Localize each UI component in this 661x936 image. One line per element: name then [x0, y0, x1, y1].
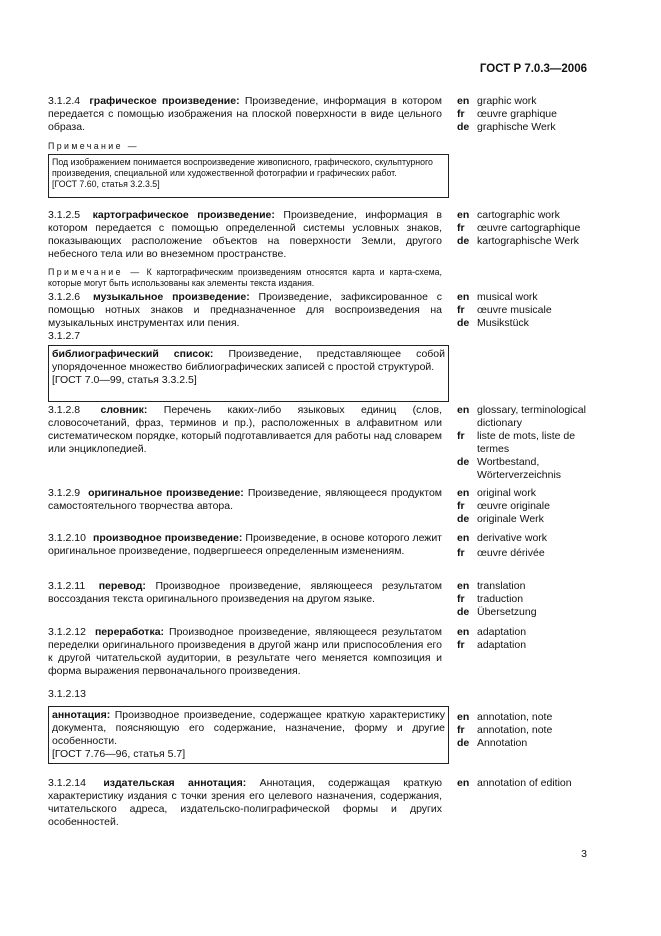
note-box [48, 154, 449, 198]
entry-term: переработка: [94, 626, 165, 638]
lang-code: fr [457, 222, 465, 234]
entry-text [48, 95, 442, 134]
translation-row [457, 639, 587, 652]
lang-code: en [457, 711, 470, 723]
lang-code: de [457, 235, 470, 247]
lang-term: derivative work [477, 532, 548, 544]
entry-term: графическое произведение: [89, 95, 240, 107]
entry-definition: Произведение, в основе которого лежит оригинальное произведение, подвергшееся определенным изменениям. [48, 532, 442, 557]
lang-term: Musikstück [477, 317, 529, 329]
lang-code: en [457, 404, 470, 416]
lang-term: adaptation [477, 626, 527, 638]
lang-code: fr [457, 547, 465, 559]
translation-row [457, 626, 587, 639]
lang-code: de [457, 737, 470, 749]
lang-code: fr [457, 108, 465, 120]
note [48, 267, 442, 289]
translation-row [457, 777, 587, 790]
entry-definition: Производное произведение, являющееся результатом воссоздания текста оригинального произведения на другом языке. [48, 580, 443, 605]
lang-term: cartographic work [477, 209, 560, 221]
entry-definition: Произведение, информация в котором передается с помощью определенной системы условных знаков, показывающих расположение объектов на поверхности Земли, другого небесного тела или во внеземном пространстве. [48, 209, 443, 260]
translations [457, 291, 587, 330]
translation-row [457, 487, 587, 500]
translations [457, 626, 587, 652]
entry-text [48, 580, 442, 606]
lang-code: de [457, 121, 470, 133]
translation-row [457, 737, 587, 750]
lang-code: en [457, 209, 470, 221]
entry-number: 3.1.2.8 [48, 404, 81, 416]
lang-code: de [457, 513, 470, 525]
translation-row [457, 235, 587, 248]
lang-code: en [457, 580, 470, 592]
translation-row [457, 222, 587, 235]
translation-row [457, 593, 587, 606]
note-box-text: Под изображением понимается воспроизведение живописного, графического, скульптурного произведения, специальной или художественной фотографии и графических работ. [52, 157, 433, 178]
lang-term: œuvre dérivée [477, 547, 545, 559]
lang-term: traduction [477, 593, 524, 605]
entry-number: 3.1.2.7 [48, 330, 81, 342]
lang-term: Wortbestand, Wörterverzeichnis [477, 456, 562, 481]
translation-row [457, 606, 587, 619]
lang-code: fr [457, 593, 465, 605]
entry-number: 3.1.2.12 [48, 626, 86, 638]
entry-term: издательская аннотация: [103, 777, 247, 789]
entry-graphic-work [48, 95, 585, 215]
entry-text [48, 291, 442, 330]
term-box [48, 706, 449, 764]
lang-term: œuvre cartographique [477, 222, 581, 234]
note-box-ref: [ГОСТ 7.60, статья 3.2.3.5] [52, 179, 160, 189]
translation-row [457, 404, 587, 430]
translations [457, 95, 587, 134]
translation-row [457, 209, 587, 222]
page-header: ГОСТ Р 7.0.3—2006 [479, 63, 587, 75]
translation-row [457, 430, 587, 456]
lang-term: œuvre musicale [477, 304, 552, 316]
entry-original-work [48, 487, 585, 529]
translation-row [457, 532, 587, 545]
entry-glossary [48, 404, 585, 484]
entry-definition: Перечень каких-либо языковых единиц (слов, словосочетаний, фраз, терминов и пр.), расположенных в алфавитном или систематическом порядке, который подготавливается для работы над словарем или энциклопедией. [48, 404, 443, 455]
lang-code: en [457, 532, 470, 544]
entry-musical-work [48, 291, 585, 333]
lang-code: fr [457, 304, 465, 316]
entry-term: словник: [100, 404, 148, 416]
lang-term: annotation, note [477, 711, 553, 723]
lang-code: de [457, 606, 470, 618]
entry-text [48, 487, 442, 513]
lang-term: originale Werk [477, 513, 544, 525]
entry-number: 3.1.2.13 [48, 688, 86, 700]
entry-bibliographic-list [48, 330, 585, 402]
translation-row [457, 547, 587, 560]
entry-cartographic-work [48, 209, 585, 289]
entry-definition: Производное произведение, содержащее краткую характеристику документа, поясняющую его содержание, назначение, форму и другие особенности. [52, 709, 445, 747]
translation-row [457, 724, 587, 737]
entry-text [48, 626, 442, 678]
entry-number: 3.1.2.10 [48, 532, 86, 544]
entry-term: картографическое произведение: [92, 209, 275, 221]
entry-annotation [48, 688, 585, 770]
lang-code: fr [457, 430, 465, 442]
translation-row [457, 304, 587, 317]
entry-definition: Произведение, информация в котором передается с помощью изображения на плоской поверхности в виде цельного образа. [48, 95, 442, 133]
lang-code: en [457, 487, 470, 499]
lang-code: en [457, 291, 470, 303]
lang-code: en [457, 626, 470, 638]
entry-number: 3.1.2.6 [48, 291, 81, 303]
lang-term: kartographische Werk [477, 235, 579, 247]
translation-row [457, 108, 587, 121]
page-number: 3 [581, 848, 587, 860]
translation-row [457, 456, 587, 482]
entry-text [48, 532, 442, 558]
term-box [48, 345, 449, 402]
lang-term: œuvre graphique [477, 108, 557, 120]
entry-text [48, 209, 442, 261]
lang-code: de [457, 317, 470, 329]
lang-term: Annotation [477, 737, 528, 749]
lang-code: de [457, 456, 470, 468]
translation-row [457, 95, 587, 108]
lang-term: liste de mots, liste de termes [477, 430, 576, 455]
lang-term: musical work [477, 291, 538, 303]
entry-adaptation [48, 626, 585, 682]
entry-number: 3.1.2.14 [48, 777, 86, 789]
lang-code: en [457, 777, 470, 789]
translations [457, 404, 587, 482]
entry-definition: Произведение, представляющее собой упорядоченное множество библиографических записей с простой структурой. [52, 348, 445, 373]
entry-derivative-work [48, 532, 585, 574]
lang-code: fr [457, 500, 465, 512]
translation-row [457, 513, 587, 526]
entry-text [48, 404, 442, 456]
entry-ref: [ГОСТ 7.76—96, статья 5.7] [52, 748, 186, 760]
entry-definition: Аннотация, содержащая краткую характеристику издания с точки зрения его целевого назначения, содержания, читательского адреса, издательско-полиграфической формы и других особенностей. [48, 777, 442, 828]
entry-term: производное произведение: [92, 532, 243, 544]
translations [457, 487, 587, 526]
note-label: Примечание — [48, 141, 139, 151]
translations [457, 532, 587, 560]
lang-term: Übersetzung [477, 606, 537, 618]
translation-row [457, 317, 587, 330]
lang-term: glossary, terminological dictionary [477, 404, 586, 429]
note-text: К картографическим произведениям относятся карта и карта-схема, которые могут быть использованы как элементы текста издания. [48, 267, 442, 288]
lang-term: original work [477, 487, 536, 499]
entry-ref: [ГОСТ 7.0—99, статья 3.3.2.5] [52, 374, 197, 386]
entry-term: библиографический список: [52, 348, 214, 360]
translation-row [457, 580, 587, 593]
entry-term: перевод: [98, 580, 146, 592]
translation-row [457, 500, 587, 513]
entry-number: 3.1.2.9 [48, 487, 81, 499]
lang-term: adaptation [477, 639, 527, 651]
lang-code: en [457, 95, 470, 107]
lang-term: graphic work [477, 95, 537, 107]
translation-row [457, 121, 587, 134]
entry-term: оригинальное произведение: [88, 487, 244, 499]
lang-code: fr [457, 724, 465, 736]
entry-annotation-of-edition [48, 777, 585, 837]
translations [457, 209, 587, 248]
entry-definition: Производное произведение, являющееся результатом переделки оригинального произведения в другой жанр или приспособления его к другой читательской аудитории, в результате чего меняется композиция и форма выражения первоначального произведения. [48, 626, 442, 677]
entry-translation [48, 580, 585, 622]
lang-term: graphische Werk [477, 121, 556, 133]
lang-term: translation [477, 580, 526, 592]
note-label: Примечание — [48, 267, 142, 277]
entry-number: 3.1.2.11 [48, 580, 86, 592]
lang-term: œuvre originale [477, 500, 550, 512]
translation-row [457, 711, 587, 724]
entry-definition: Произведение, зафиксированное с помощью нотных знаков и предназначенное для воспроизведения на музыкальных инструментах или пения. [48, 291, 442, 329]
translations [457, 580, 587, 619]
entry-definition: Произведение, являющееся продуктом самостоятельного творчества автора. [48, 487, 443, 512]
entry-number: 3.1.2.5 [48, 209, 81, 221]
lang-code: fr [457, 639, 465, 651]
entry-term: аннотация: [52, 709, 111, 721]
entry-number: 3.1.2.4 [48, 95, 81, 107]
entry-term: музыкальное произведение: [92, 291, 250, 303]
translations [457, 711, 587, 750]
lang-term: annotation, note [477, 724, 553, 736]
lang-term: annotation of edition [477, 777, 572, 789]
translation-row [457, 291, 587, 304]
translations [457, 777, 587, 790]
entry-text [48, 777, 442, 829]
